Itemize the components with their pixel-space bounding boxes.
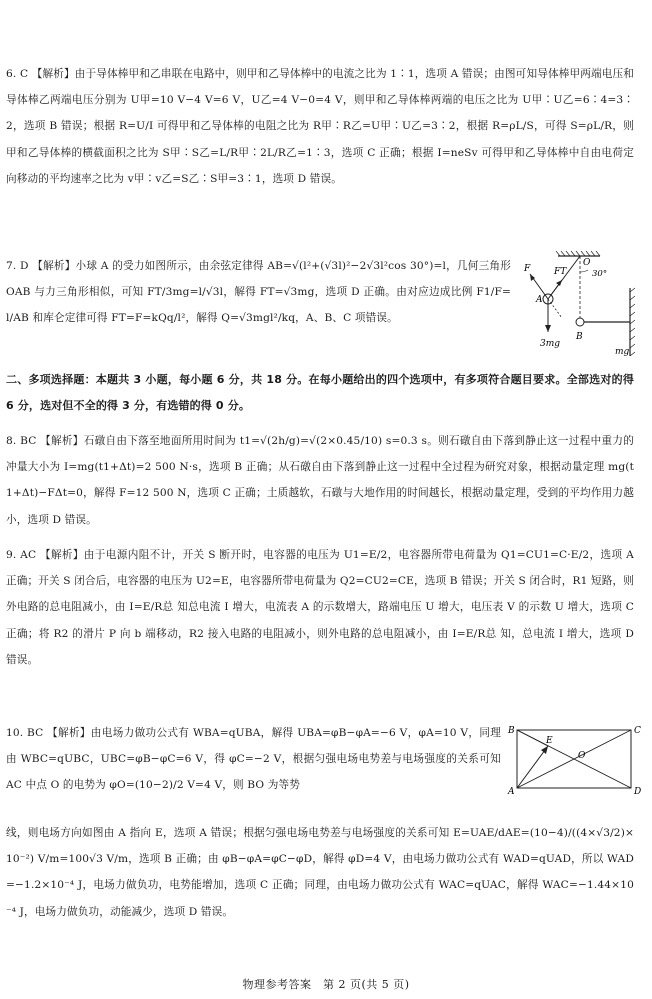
label-A: A <box>508 787 515 797</box>
arrow-AE <box>517 746 548 788</box>
q7-force-diagram <box>520 250 645 360</box>
label-O: O <box>583 258 591 268</box>
label-mg: mg <box>615 347 630 357</box>
ball-B <box>576 318 584 326</box>
answer-q6: 6. C 【解析】由于导体棒甲和乙串联在电路中，则甲和乙导体棒中的电流之比为 1∶1，选项 A 错误；由图可知导体棒甲两端电压和导体棒乙两端电压分别为 U甲=10 V−4 V=6 V，U乙=4 V−0=4 V，则甲和乙导体棒两端的电压之比为 U甲∶U乙=6∶4=3∶2，选项 B 错误；根据 R=U/I 可得甲和乙导体棒的电阻之比为 R甲∶R乙=U甲∶U乙=3∶2，根据 R=ρL/S，可得 S=ρL/R，则甲和乙导体棒的横截面积之比为 S甲∶S乙=L/R甲∶2L/R乙=1∶3，选项 C 正确；根据 I=neSv 可得甲和乙导体棒中自由电荷定向移动的平均速率之比为 v甲∶v乙=S乙∶S甲=3∶1，选项 D 错误。 <box>6 68 634 185</box>
q10-field-diagram <box>508 724 643 796</box>
section-2-heading: 二、多项选择题：本题共 3 小题，每小题 6 分，共 18 分。在每小题给出的四个选项中，有多项符合题目要求。全部选对的得 6 分，选对但不全的得 3 分，有选错的得 0 分。 <box>6 373 634 412</box>
label-3mg: 3mg <box>540 339 561 349</box>
label-O: O <box>578 751 586 761</box>
label-angle: 30° <box>592 269 608 279</box>
segment-BE <box>517 730 548 746</box>
answer-q10-part1: 10. BC 【解析】由电场力做功公式有 WBA=qUBA，解得 UBA=φB−φA=−6 V，φA=10 V，同理由 WBC=qUBC，UBC=φB−φC=6 V，得 φC=−2 V，根据匀强电场电势差与电场强度的关系可知 AC 中点 O 的电势为 φO=(10−2)/2 V=4 V，则 BO 为等势 <box>6 727 501 792</box>
page-footer: 物理参考答案 第 2 页(共 5 页) <box>242 978 410 991</box>
label-E: E <box>546 736 553 746</box>
label-B: B <box>508 726 515 736</box>
answer-q7: 7. D 【解析】小球 A 的受力如图所示，由余弦定律得 AB=√(l²+(√3l)²−2√3l²cos 30°)=l，几何三角形 OAB 与力三角形相似，可知 FT/3mg=l/√3l，解得 FT=√3mg，选项 D 正确。由对应边成比例 F1/F=l/AB 和库仑定律可得 FT=F=kQq/l²，解得 Q=√3mgl²/kq，A、B、C 项错误。 <box>6 260 511 325</box>
label-FT: FT <box>554 267 567 277</box>
answer-q9: 9. AC 【解析】由于电源内阻不计，开关 S 断开时，电容器的电压为 U1=E/2，电容器所带电荷量为 Q1=CU1=C·E/2，选项 A 正确；开关 S 闭合后，电容器的电压为 U2=E，电容器所带电荷量为 Q2=CU2=CE，选项 B 错误；开关 S 闭合时，R1 短路，则外电路的总电阻减小，由 I=E/R总 知总电流 I 增大，电流表 A 的示数增大，路端电压 U 增大，电压表 V 的示数 U 增大，选项 C 正确；将 R2 的滑片 P 向 b 端移动，R2 接入电路的电阻减小，则外电路的总电阻减小，由 I=E/R总 知，总电流 I 增大，选项 D 错误。 <box>6 549 634 666</box>
answer-q8: 8. BC 【解析】石礅自由下落至地面所用时间为 t1=√(2h/g)=√(2×0.45/10) s=0.3 s。则石礅自由下落到静止这一过程中重力的冲量大小为 I=mg(t1+Δt)=2 500 N·s，选项 B 正确；从石礅自由下落到静止这一过程中全过程为研究对象，根据动量定理 mg(t1+Δt)−FΔt=0，解得 F=12 500 N，选项 C 正确；土质越软，石礅与大地作用的时间越长，根据动量定理，受到的平均作用力越小，选项 D 错误。 <box>6 435 634 526</box>
label-A: A <box>536 295 543 305</box>
label-D: D <box>634 787 642 797</box>
label-B: B <box>576 332 583 342</box>
label-C: C <box>634 726 641 736</box>
answer-q10-part2: 线，则电场方向如图由 A 指向 E，选项 A 错误；根据匀强电场电势差与电场强度的关系可知 E=UAE/dAE=(10−4)/((4×√3/2)×10⁻²) V/m=100√3 V/m，选项 B 正确；由 φB−φA=φC−φD，解得 φD=4 V，由电场力做功公式有 WAD=qUAD，所以 WAD=−1.2×10⁻⁴ J，电场力做负功，电势能增加，选项 C 正确；同理，由电场力做功公式有 WAC=qUAC，解得 WAC=−1.44×10⁻⁴ J，电场力做负功，动能减少，选项 D 错误。 <box>6 827 634 918</box>
label-F: F <box>524 264 531 274</box>
